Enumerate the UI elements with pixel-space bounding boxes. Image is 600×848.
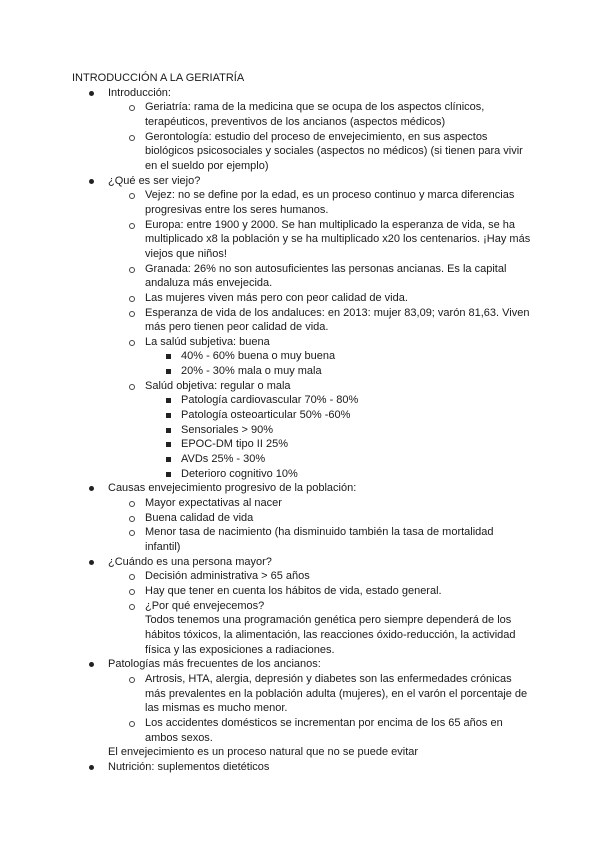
bullet-circle-icon	[129, 530, 135, 536]
bullet-square-icon	[166, 369, 171, 374]
outline-list	[72, 86, 532, 775]
list-item	[72, 569, 532, 584]
bullet-dot-icon	[89, 560, 94, 565]
list-item-text: Decisión administrativa > 65 años	[145, 570, 310, 583]
bullet-square-icon	[166, 354, 171, 359]
list-item-text: EPOC-DM tipo II 25%	[181, 438, 288, 451]
bullet-dot-icon	[89, 662, 94, 667]
list-item-text: Hay que tener en cuenta los hábitos de vida, estado general.	[145, 584, 442, 597]
list-item-text: La salúd subjetiva: buena	[145, 335, 270, 348]
list-item-text: Causas envejecimiento progresivo de la población:	[108, 482, 357, 495]
list-item-text: AVDs 25% - 30%	[181, 453, 266, 466]
list-item-text: Geriatría: rama de la medicina que se ocupa de los aspectos clínicos, terapéuticos, preventivos de los ancianos (aspectos médicos)	[145, 101, 485, 128]
bullet-circle-icon	[129, 604, 135, 610]
list-item	[72, 716, 532, 745]
list-item-paragraph: Todos tenemos una programación genética pero siempre dependerá de los hábitos tóxicos, la alimentación, las reacciones óxido-reducción, la actividad física y las exposiciones a radiaciones.	[145, 614, 516, 656]
list-item-text: Las mujeres viven más pero con peor calidad de vida.	[145, 291, 408, 304]
list-item-text: Patología cardiovascular 70% - 80%	[181, 394, 359, 407]
list-item	[72, 657, 532, 672]
list-item-text: ¿Qué es ser viejo?	[108, 174, 201, 187]
list-item-text: Granada: 26% no son autosuficientes las personas ancianas. Es la capital andaluza más envejecida.	[145, 262, 507, 290]
bullet-square-icon	[166, 398, 171, 403]
bullet-circle-icon	[129, 384, 135, 390]
list-item	[72, 291, 532, 306]
bullet-circle-icon	[129, 311, 135, 317]
bullet-circle-icon	[129, 267, 135, 273]
list-item	[72, 262, 532, 291]
list-item	[72, 745, 532, 760]
bullet-circle-icon	[129, 589, 135, 595]
bullet-circle-icon	[129, 340, 135, 346]
list-item	[72, 496, 532, 511]
list-item-text: ¿Cuándo es una persona mayor?	[108, 555, 272, 568]
document-page	[72, 71, 532, 775]
list-item	[72, 584, 532, 599]
list-item-text: Menor tasa de nacimiento (ha disminuido también la tasa de mortalidad infantil)	[145, 526, 494, 553]
document-title: INTRODUCCIÓN A LA GERIATRÍA	[72, 72, 245, 84]
bullet-circle-icon	[129, 223, 135, 229]
list-item	[72, 467, 532, 482]
list-item-text: Introducción:	[108, 86, 171, 99]
list-item	[72, 599, 532, 658]
list-item	[72, 130, 532, 174]
list-item	[72, 218, 532, 262]
list-item	[72, 423, 532, 438]
list-item-text: Sensoriales > 90%	[181, 423, 274, 436]
bullet-circle-icon	[129, 296, 135, 302]
list-item	[72, 306, 532, 335]
list-item-text: ¿Por qué envejecemos?	[145, 599, 265, 612]
list-item	[72, 349, 532, 364]
list-item	[72, 408, 532, 423]
list-item-text: 40% - 60% buena o muy buena	[181, 350, 336, 363]
list-item-text: El envejecimiento es un proceso natural que no se puede evitar	[108, 746, 419, 759]
bullet-dot-icon	[89, 179, 94, 184]
list-item-text: Europa: entre 1900 y 2000. Se han multiplicado la esperanza de vida, se ha multiplicado x8 la población y se ha multiplicado x20 los centenarios. ¡Hay más viejos que niños!	[145, 218, 531, 260]
list-item	[72, 672, 532, 716]
list-item	[72, 393, 532, 408]
list-item-text: Patología osteoarticular 50% -60%	[181, 409, 351, 422]
bullet-circle-icon	[129, 721, 135, 727]
list-item	[72, 188, 532, 217]
list-item	[72, 174, 532, 189]
list-item	[72, 511, 532, 526]
list-item-text: Vejez: no se define por la edad, es un proceso continuo y marca diferencias progresivas entre los seres humanos.	[145, 189, 515, 216]
list-item	[72, 760, 532, 775]
bullet-circle-icon	[129, 135, 135, 141]
bullet-square-icon	[166, 442, 171, 447]
list-item	[72, 86, 532, 101]
bullet-circle-icon	[129, 574, 135, 580]
list-item	[72, 481, 532, 496]
list-item	[72, 335, 532, 350]
bullet-circle-icon	[129, 105, 135, 111]
list-item	[72, 525, 532, 554]
bullet-circle-icon	[129, 677, 135, 683]
list-item-text: Buena calidad de vida	[145, 511, 254, 524]
bullet-square-icon	[166, 413, 171, 418]
list-item-text: Mayor expectativas al nacer	[145, 497, 282, 510]
list-item-text: Esperanza de vida de los andaluces: en 2013: mujer 83,09; varón 81,63. Viven más pero tienen peor calidad de vida.	[145, 306, 530, 334]
list-item-text: Salúd objetiva: regular o mala	[145, 379, 291, 392]
list-item-text: Los accidentes domésticos se incrementan por encima de los 65 años en ambos sexos.	[145, 716, 503, 744]
list-item	[72, 364, 532, 379]
list-item-text: Nutrición: suplementos dietéticos	[108, 760, 270, 773]
bullet-dot-icon	[89, 486, 94, 491]
list-item	[72, 555, 532, 570]
list-item-text: Artrosis, HTA, alergia, depresión y diabetes son las enfermedades crónicas más prevalentes en la población adulta (mujeres), en el varón el porcentaje de las mismas es mucho menor.	[145, 672, 528, 715]
bullet-square-icon	[166, 428, 171, 433]
bullet-circle-icon	[129, 501, 135, 507]
bullet-square-icon	[166, 457, 171, 462]
list-item	[72, 100, 532, 129]
bullet-dot-icon	[89, 765, 94, 770]
list-item-text: 20% - 30% mala o muy mala	[181, 365, 322, 378]
list-item-text: Gerontología: estudio del proceso de envejecimiento, en sus aspectos biológicos psicosociales y sociales (aspectos no médicos) (si tienen para vivir en el sueldo por ejemplo)	[145, 130, 523, 172]
list-item-text: Patologías más frecuentes de los ancianos:	[108, 658, 321, 671]
bullet-circle-icon	[129, 193, 135, 199]
bullet-dot-icon	[89, 91, 94, 96]
list-item	[72, 379, 532, 394]
list-item-text: Deterioro cognitivo 10%	[181, 467, 298, 480]
bullet-circle-icon	[129, 516, 135, 522]
bullet-square-icon	[166, 472, 171, 477]
list-item	[72, 452, 532, 467]
list-item	[72, 437, 532, 452]
